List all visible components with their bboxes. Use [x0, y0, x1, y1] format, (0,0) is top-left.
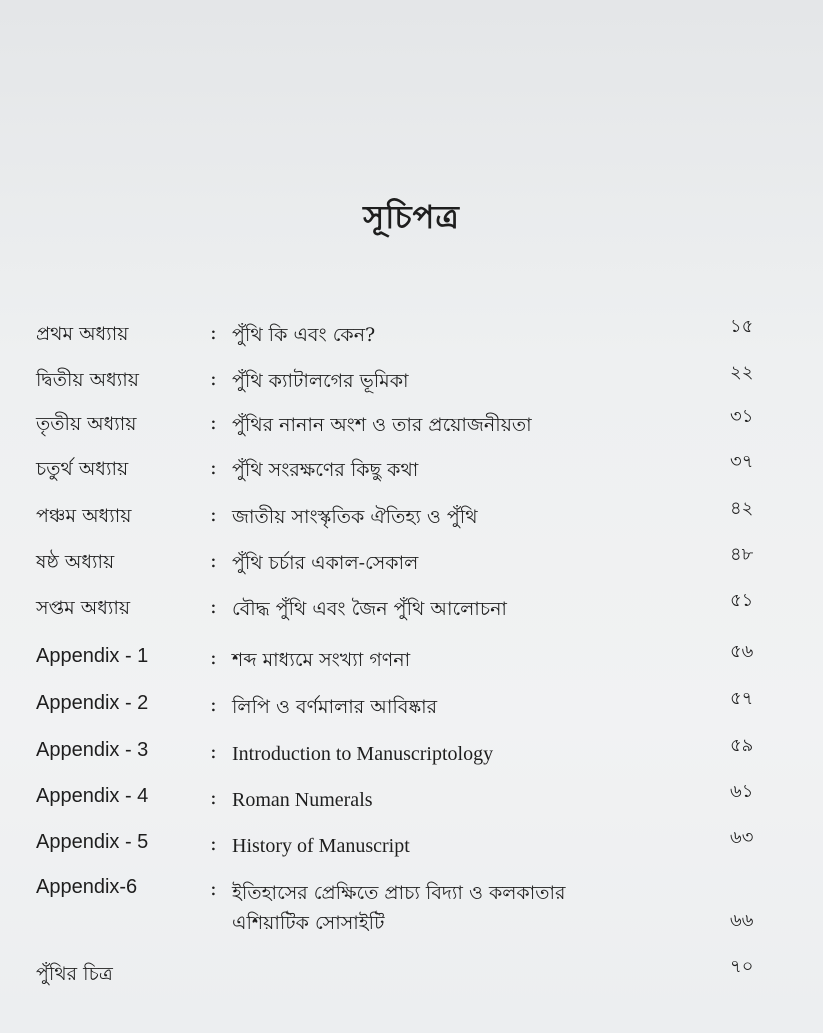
- separator: :: [210, 692, 217, 716]
- separator: :: [210, 320, 217, 344]
- page-number: ৭০: [730, 956, 754, 977]
- toc-row: [0, 688, 823, 732]
- page-number: ৫৭: [730, 688, 754, 709]
- chapter-title: বৌদ্ধ পুঁথি এবং জৈন পুঁথি আলোচনা: [232, 598, 507, 620]
- page-title: সূচিপত্র: [363, 198, 460, 236]
- toc-row: [0, 781, 823, 825]
- toc-row: [0, 956, 823, 1000]
- toc-row: [0, 406, 823, 450]
- separator: :: [210, 548, 217, 572]
- toc-row: [0, 876, 823, 956]
- toc-row: [0, 498, 823, 542]
- page-number: ৫৬: [730, 641, 754, 662]
- page-number: ২২: [730, 362, 754, 383]
- toc-row: [0, 316, 823, 360]
- separator: :: [210, 785, 217, 809]
- chapter-label: পুঁথির চিত্র: [36, 963, 113, 985]
- chapter-label: Appendix - 3: [36, 739, 149, 761]
- page-number: ৬৩: [730, 827, 754, 848]
- page-number: ৫৯: [730, 735, 754, 756]
- chapter-title: History of Manuscript: [232, 835, 410, 857]
- separator: :: [210, 366, 217, 390]
- chapter-label: চতুর্থ অধ্যায়: [36, 458, 129, 480]
- chapter-label: Appendix-6: [36, 876, 138, 898]
- chapter-title: লিপি ও বর্ণমালার আবিষ্কার: [232, 696, 438, 718]
- chapter-title: শব্দ মাধ্যমে সংখ্যা গণনা: [232, 649, 411, 671]
- page-number: ৪৮: [730, 544, 754, 565]
- chapter-title: Introduction to Manuscriptology: [232, 743, 494, 765]
- toc-row: [0, 451, 823, 495]
- page-number: ৩১: [730, 406, 754, 427]
- separator: :: [210, 410, 217, 434]
- chapter-title: Roman Numerals: [232, 789, 373, 811]
- toc-row: [0, 735, 823, 779]
- chapter-label: Appendix - 4: [36, 785, 149, 807]
- chapter-title: পুঁথি কি এবং কেন?: [232, 324, 376, 346]
- chapter-title: পুঁথি সংরক্ষণের কিছু কথা: [232, 459, 419, 481]
- page-number: ৬১: [730, 781, 754, 802]
- separator: :: [210, 645, 217, 669]
- page-number: ৪২: [730, 498, 754, 519]
- chapter-label: Appendix - 5: [36, 831, 149, 853]
- chapter-title: জাতীয় সাংস্কৃতিক ঐতিহ্য ও পুঁথি: [232, 506, 478, 528]
- separator: :: [210, 502, 217, 526]
- chapter-label: সপ্তম অধ্যায়: [36, 597, 131, 619]
- toc-row: [0, 590, 823, 634]
- toc-row: [0, 827, 823, 871]
- chapter-title: পুঁথি চর্চার একাল-সেকাল: [232, 552, 419, 574]
- chapter-label: পঞ্চম অধ্যায়: [36, 505, 132, 527]
- chapter-label: Appendix - 2: [36, 692, 149, 714]
- toc-row: [0, 641, 823, 685]
- page-number: ৫১: [730, 590, 754, 611]
- chapter-title-line-2: এশিয়াটিক সোসাইটি: [232, 912, 385, 934]
- chapter-label: Appendix - 1: [36, 645, 149, 667]
- chapter-label: প্রথম অধ্যায়: [36, 323, 129, 345]
- toc-row: [0, 544, 823, 588]
- separator: :: [210, 739, 217, 763]
- separator: :: [210, 831, 217, 855]
- separator: :: [210, 594, 217, 618]
- toc-row: [0, 362, 823, 406]
- page-number: ৬৬: [730, 910, 754, 931]
- page-number: ১৫: [730, 316, 754, 337]
- page-number: ৩৭: [730, 451, 754, 472]
- chapter-label: তৃতীয় অধ্যায়: [36, 413, 137, 435]
- chapter-label: দ্বিতীয় অধ্যায়: [36, 369, 139, 391]
- chapter-title-line-1: ইতিহাসের প্রেক্ষিতে প্রাচ্য বিদ্যা ও কলকাতার: [232, 882, 566, 904]
- separator: :: [210, 876, 217, 900]
- chapter-title: পুঁথি ক্যাটালগের ভূমিকা: [232, 370, 409, 392]
- separator: :: [210, 455, 217, 479]
- chapter-title: পুঁথির নানান অংশ ও তার প্রয়োজনীয়তা: [232, 414, 532, 436]
- chapter-label: ষষ্ঠ অধ্যায়: [36, 551, 115, 573]
